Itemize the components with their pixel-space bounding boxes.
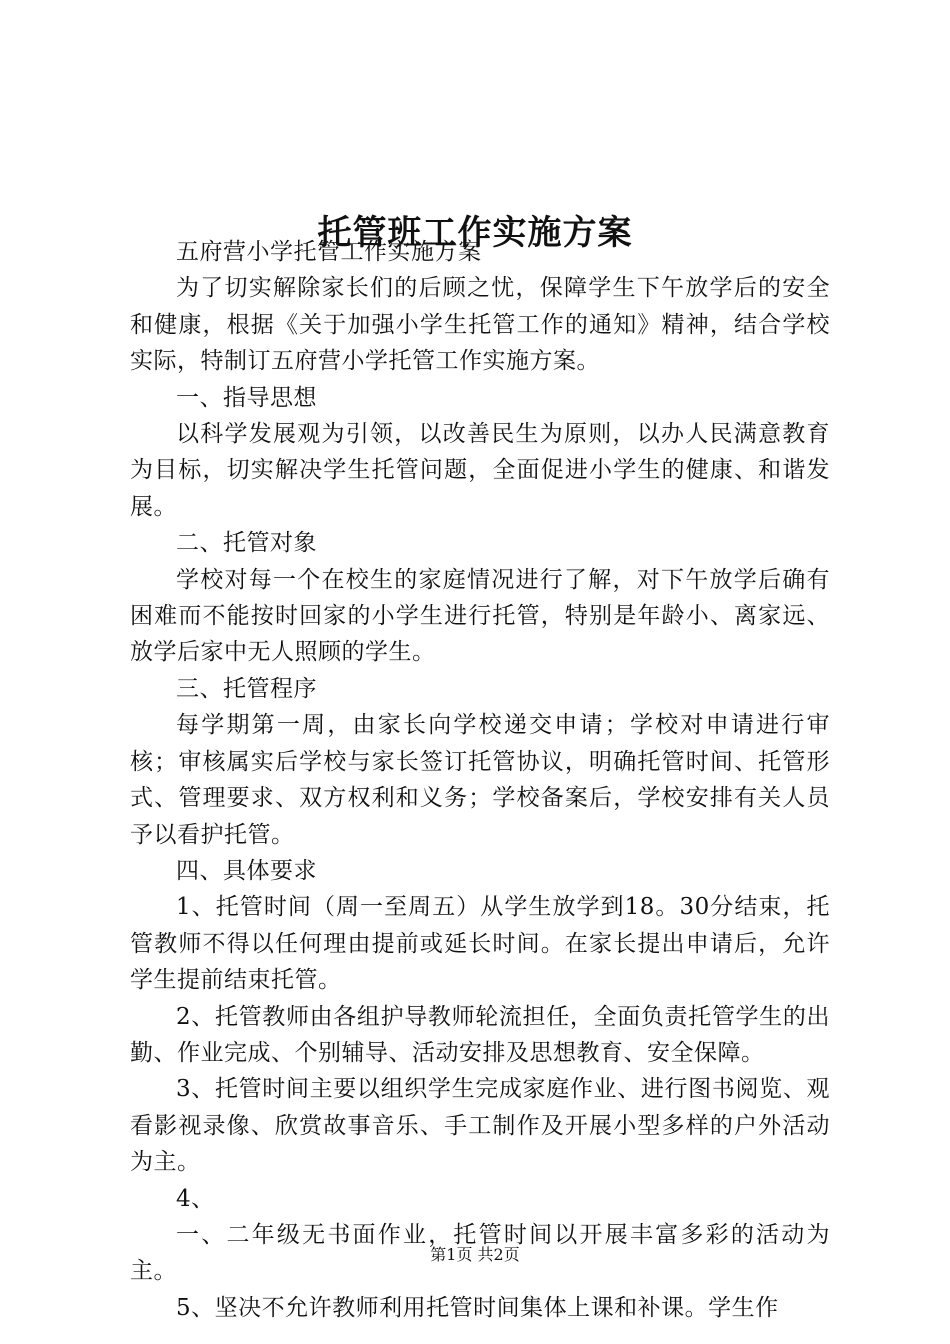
heading-target: 二、托管对象	[176, 530, 317, 557]
paragraph-intro: 为了切实解除家长们的后顾之忧，保障学生下午放学后的安全和健康，根据《关于加强小学生托管工作的通知》精神，结合学校实际，特制订五府营小学托管工作实施方案。	[130, 275, 830, 375]
requirement-1: 1、托管时间（周一至周五）从学生放学到18。30分结束，托管教师不得以任何理由提前或延长时间。在家长提出申请后，允许学生提前结束托管。	[130, 894, 830, 994]
requirement-3: 3、托管时间主要以组织学生完成家庭作业、进行图书阅览、观看影视录像、欣赏故事音乐、手工制作及开展小型多样的户外活动为主。	[130, 1076, 830, 1176]
paragraph-target: 学校对每一个在校生的家庭情况进行了解，对下午放学后确有困难而不能按时回家的小学生进行托管，特别是年龄小、离家远、放学后家中无人照顾的学生。	[130, 566, 830, 666]
paragraph-subtitle: 五府营小学托管工作实施方案	[176, 239, 482, 265]
heading-guiding-ideology: 一、指导思想	[176, 384, 317, 411]
document-title: 托管班工作实施方案	[317, 212, 633, 253]
requirement-4-label: 4、	[176, 1185, 215, 1212]
requirement-2: 2、托管教师由各组护导教师轮流担任，全面负责托管学生的出勤、作业完成、个别辅导、活动安排及思想教育、安全保障。	[130, 1003, 830, 1066]
requirement-5: 5、坚决不允许教师利用托管时间集体上课和补课。学生作	[176, 1294, 779, 1321]
document-body	[130, 234, 830, 1326]
paragraph-guiding-ideology: 以科学发展观为引领，以改善民生为原则，以办人民满意教育为目标，切实解决学生托管问题，全面促进小学生的健康、和谐发展。	[130, 421, 830, 520]
page-number: 第1页 共2页	[430, 1245, 520, 1264]
paragraph-procedure: 每学期第一周，由家长向学校递交申请；学校对申请进行审核；审核属实后学校与家长签订托管协议，明确托管时间、托管形式、管理要求、双方权利和义务；学校备案后，学校安排有关人员予以看护托管。	[130, 712, 830, 848]
heading-procedure: 三、托管程序	[176, 675, 317, 702]
heading-requirements: 四、具体要求	[176, 857, 317, 884]
requirement-4: 一、二年级无书面作业，托管时间以开展丰富多彩的活动为主。	[130, 1221, 830, 1285]
